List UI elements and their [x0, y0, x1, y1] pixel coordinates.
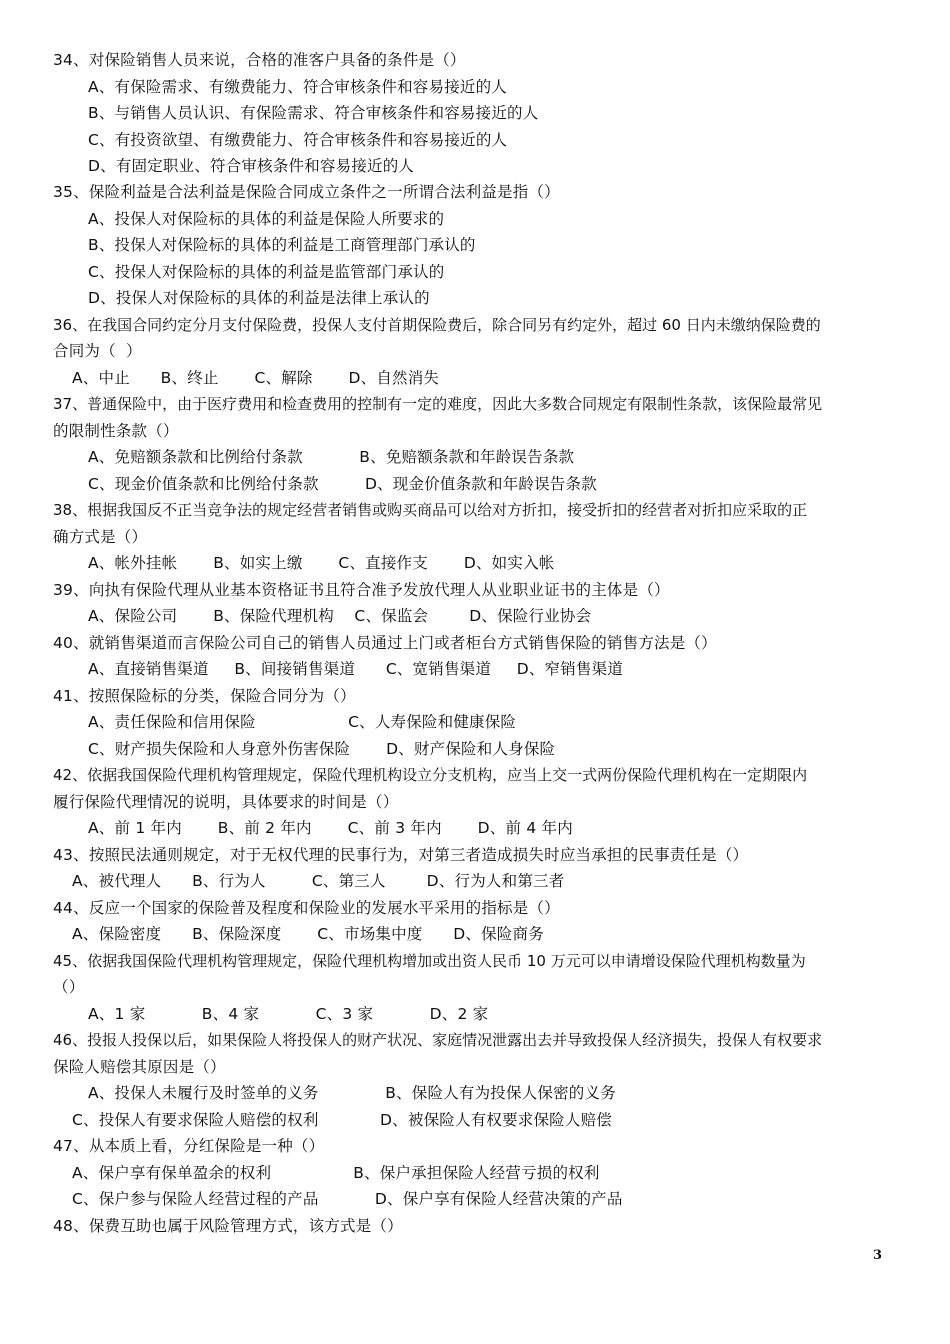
options-43: A、被代理人 B、行为人 C、第三人 D、行为人和第三者	[72, 872, 565, 890]
question-38-cont: 确方式是（）	[53, 528, 148, 546]
option-35-c: C、投保人对保险标的具体的利益是监管部门承认的	[88, 263, 445, 281]
options-42: A、前 1 年内 B、前 2 年内 C、前 3 年内 D、前 4 年内	[88, 819, 573, 837]
option-35-d: D、投保人对保险标的具体的利益是法律上承认的	[88, 289, 430, 307]
question-42-cont: 履行保险代理情况的说明，具体要求的时间是（）	[53, 793, 399, 811]
option-34-a: A、有保险需求、有缴费能力、符合审核条件和容易接近的人	[88, 78, 508, 96]
question-45: 45、依据我国保险代理机构管理规定，保险代理机构增加或出资人民币 10 万元可以申请增设保险代理机构数量为	[53, 952, 806, 970]
question-39: 39、向执有保险代理从业基本资格证书且符合准予发放代理人从业职业证书的主体是（）	[53, 581, 670, 599]
options-40: A、直接销售渠道 B、间接销售渠道 C、宽销售渠道 D、窄销售渠道	[88, 660, 624, 678]
page-number: 3	[872, 1248, 882, 1263]
question-47: 47、从本质上看，分红保险是一种（）	[53, 1137, 325, 1155]
question-45-cont: （）	[53, 978, 85, 996]
question-43: 43、按照民法通则规定，对于无权代理的民事行为，对第三者造成损失时应当承担的民事责任是（）	[53, 846, 749, 864]
options-41-cd: C、财产损失保险和人身意外伤害保险 D、财产保险和人身保险	[88, 740, 556, 758]
option-35-a: A、投保人对保险标的具体的利益是保险人所要求的	[88, 210, 445, 228]
options-37-cd: C、现金价值条款和比例给付条款 D、现金价值条款和年龄误告条款	[88, 475, 597, 493]
question-40: 40、就销售渠道而言保险公司自己的销售人员通过上门或者柜台方式销售保险的销售方法是（）	[53, 634, 717, 652]
question-35: 35、保险利益是合法利益是保险合同成立条件之一所谓合法利益是指（）	[53, 183, 560, 201]
options-46-cd: C、投保人有要求保险人赔偿的权利 D、被保险人有权要求保险人赔偿	[72, 1111, 612, 1129]
options-45: A、1 家 B、4 家 C、3 家 D、2 家	[88, 1005, 489, 1023]
option-34-b: B、与销售人员认识、有保险需求、符合审核条件和容易接近的人	[88, 104, 539, 122]
options-38: A、帐外挂帐 B、如实上缴 C、直接作支 D、如实入帐	[88, 554, 555, 572]
question-42: 42、依据我国保险代理机构管理规定，保险代理机构设立分支机构，应当上交一式两份保险代理机构在一定期限内	[53, 766, 808, 784]
options-39: A、保险公司 B、保险代理机构 C、保监会 D、保险行业协会	[88, 607, 592, 625]
options-46-ab: A、投保人未履行及时签单的义务 B、保险人有为投保人保密的义务	[88, 1084, 616, 1102]
question-48: 48、保费互助也属于风险管理方式，该方式是（）	[53, 1217, 403, 1235]
options-37-ab: A、免赔额条款和比例给付条款 B、免赔额条款和年龄误告条款	[88, 448, 575, 466]
question-46-cont: 保险人赔偿其原因是（）	[53, 1058, 226, 1076]
question-36-cont: 合同为（ ）	[53, 342, 142, 360]
question-37-cont: 的限制性条款（）	[53, 422, 179, 440]
question-44: 44、反应一个国家的保险普及程度和保险业的发展水平采用的指标是（）	[53, 899, 560, 917]
options-44: A、保险密度 B、保险深度 C、市场集中度 D、保险商务	[72, 925, 544, 943]
question-37: 37、普通保险中，由于医疗费用和检查费用的控制有一定的难度，因此大多数合同规定有限制性条款，该保险最常见	[53, 395, 823, 413]
options-47-ab: A、保户享有保单盈余的权利 B、保户承担保险人经营亏损的权利	[72, 1164, 600, 1182]
options-41-ab: A、责任保险和信用保险 C、人寿保险和健康保险	[88, 713, 517, 731]
option-34-d: D、有固定职业、符合审核条件和容易接近的人	[88, 157, 415, 175]
question-38: 38、根据我国反不正当竞争法的规定经营者销售或购买商品可以给对方折扣，接受折扣的经营者对折扣应采取的正	[53, 501, 808, 519]
option-35-b: B、投保人对保险标的具体的利益是工商管理部门承认的	[88, 236, 476, 254]
options-36: A、中止 B、终止 C、解除 D、自然消失	[72, 369, 440, 387]
question-34: 34、对保险销售人员来说，合格的准客户具备的条件是（）	[53, 51, 466, 69]
question-36: 36、在我国合同约定分月支付保险费，投保人支付首期保险费后，除合同另有约定外，超过 60 日内未缴纳保险费的	[53, 316, 821, 334]
options-47-cd: C、保户参与保险人经营过程的产品 D、保户享有保险人经营决策的产品	[72, 1190, 623, 1208]
question-46: 46、投报人投保以后，如果保险人将投保人的财产状况、家庭情况泄露出去并导致投保人经济损失，投保人有权要求	[53, 1031, 823, 1049]
question-41: 41、按照保险标的分类，保险合同分为（）	[53, 687, 356, 705]
option-34-c: C、有投资欲望、有缴费能力、符合审核条件和容易接近的人	[88, 131, 508, 149]
